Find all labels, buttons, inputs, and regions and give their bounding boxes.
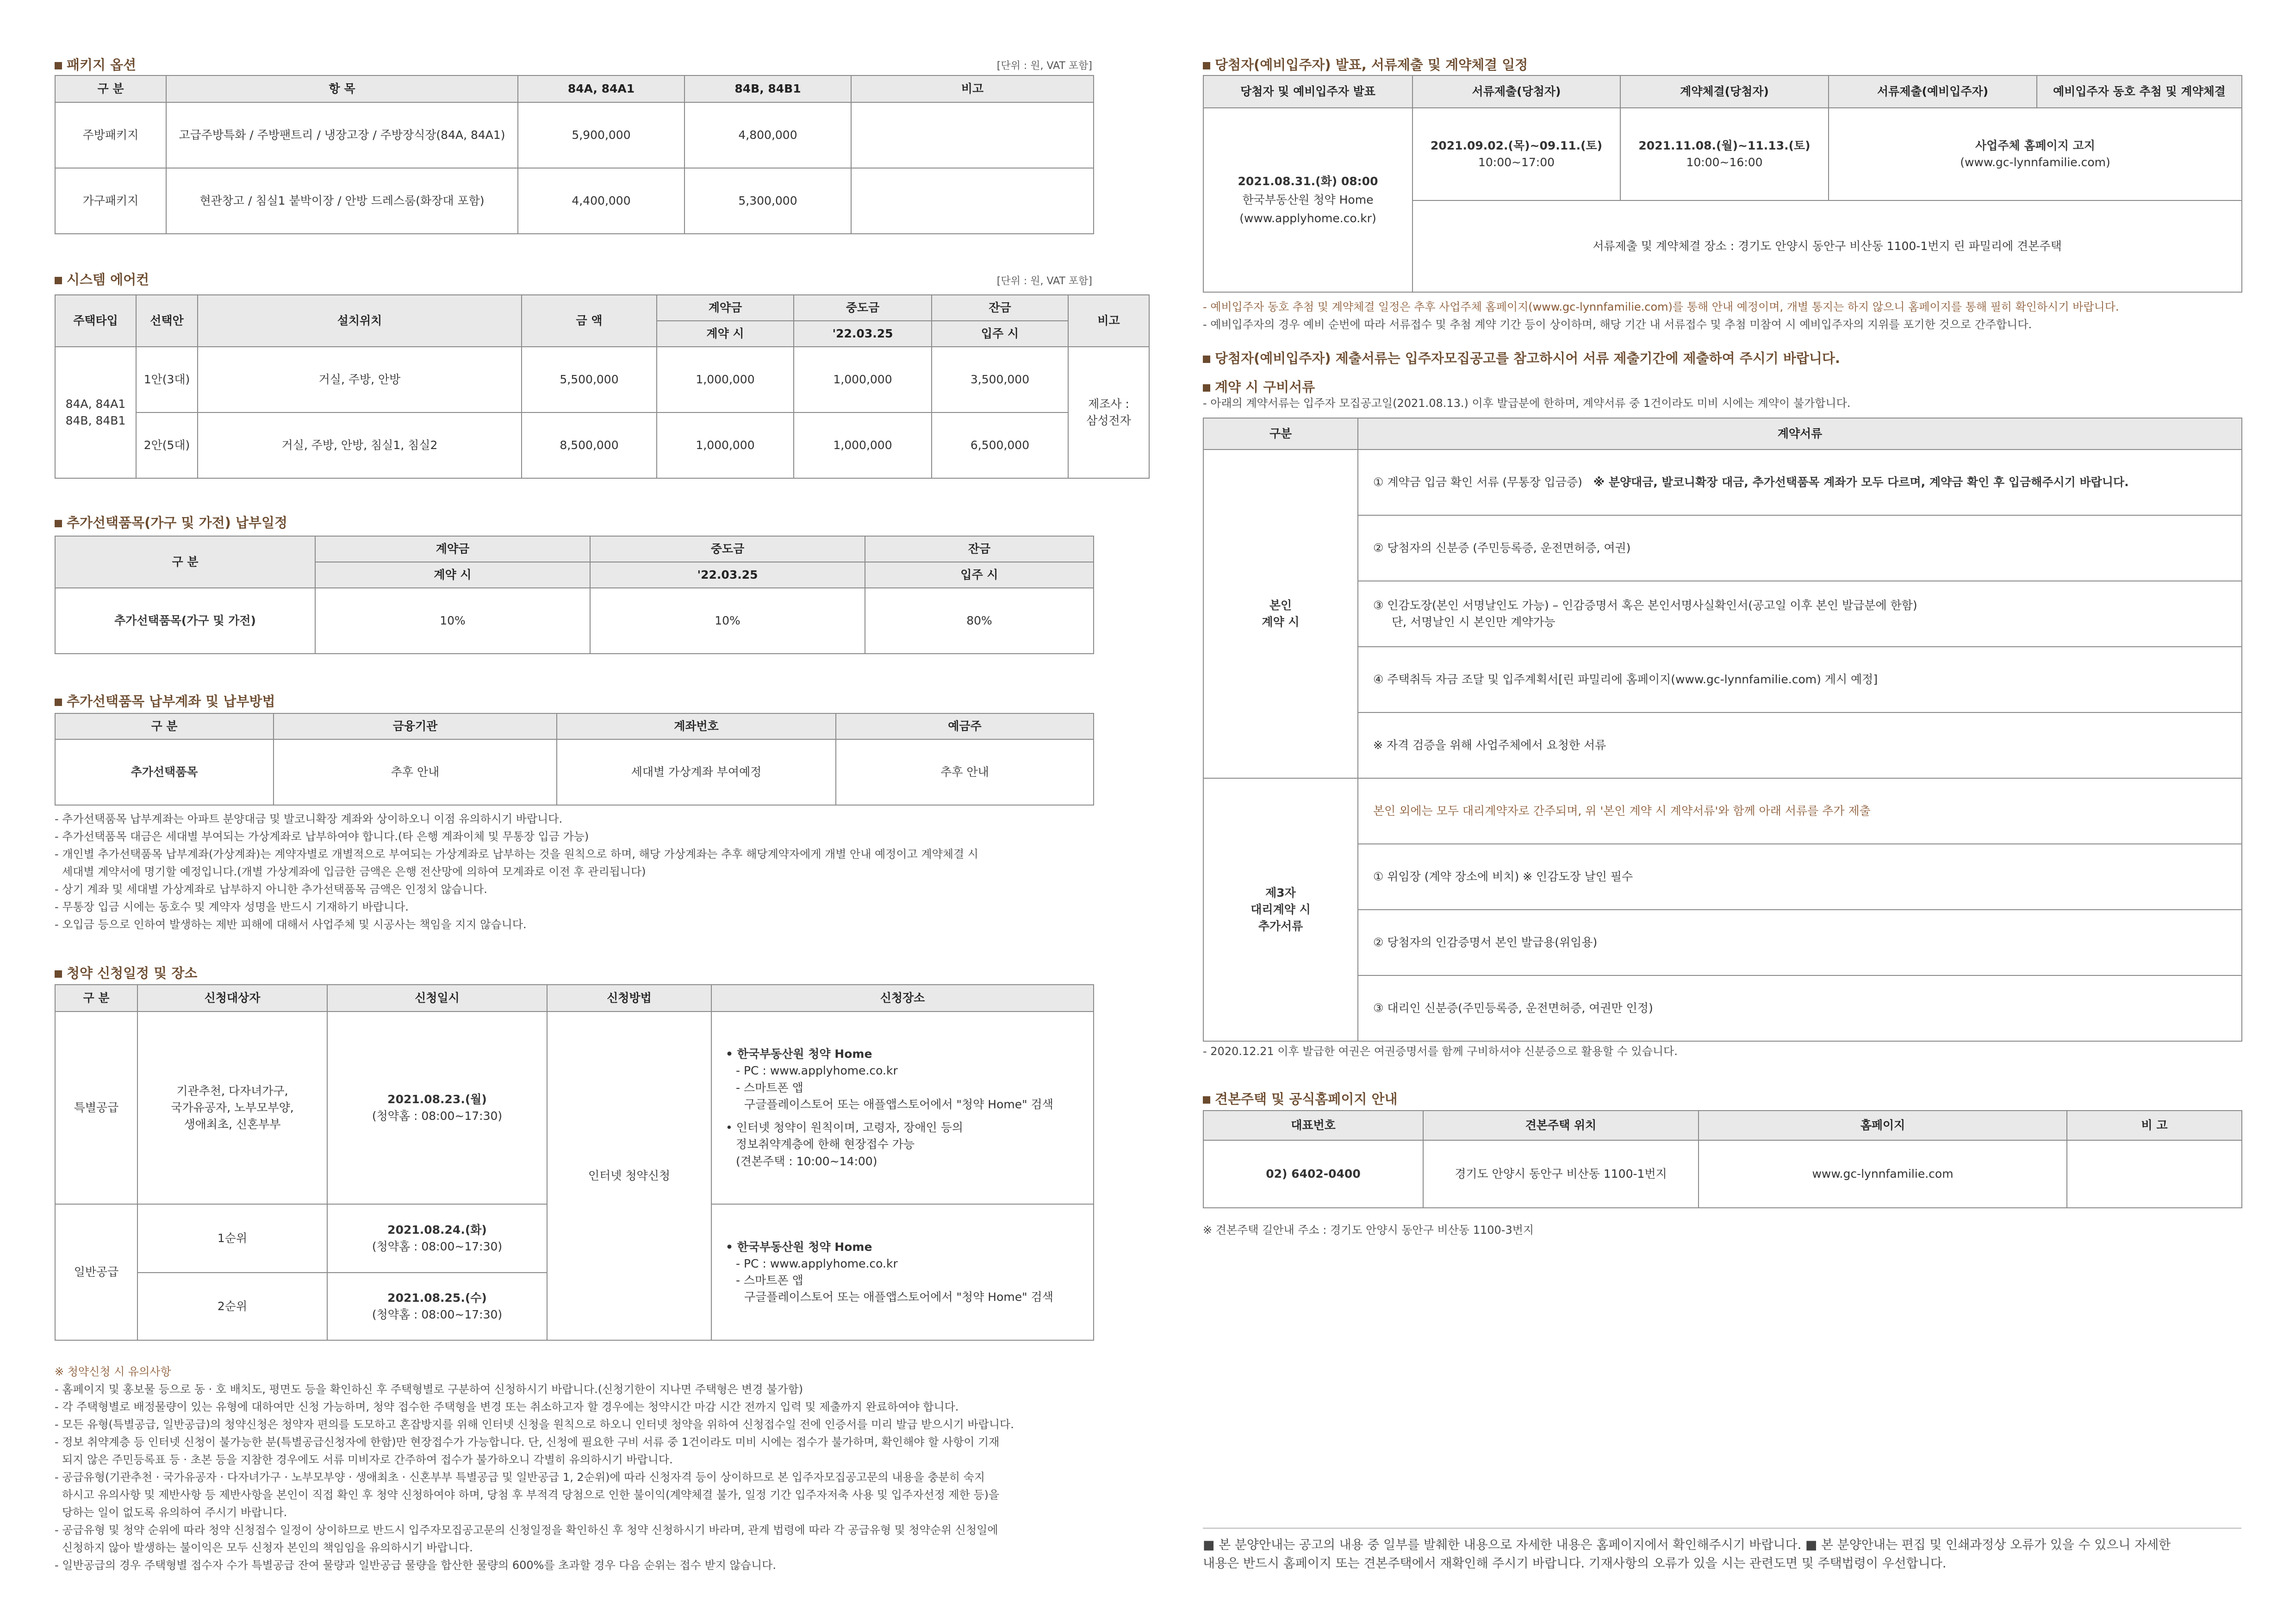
model-house-note: ※ 견본주택 길안내 주소 : 경기도 안양시 동안구 비산동 1100-3번지 [1203,1224,1534,1237]
winner-table: 당첨자 및 예비입주자 발표 서류제출(당첨자) 계약체결(당첨자) 서류제출(예비입주자) 예비입주자 동호 추첨 및 계약체결 2021.08.31.(화) 08:00 한국부동산원 청약 Home (www.applyhome.co.kr) 2021.09.02.(목)~09.11.(토) 10:00~17:00 2021.11.08.(월)~11.13.(토) 10:00~16:00 사업주체 홈페이지 고지 (www.gc-lynnfamilie.com) 서류제출 및 계약체결 장소 : 경기도 안양시 동안구 비산동 1100-1번지 린 파밀리에 견본주택 [1203,75,2242,293]
col-header: 항 목 [166,75,518,102]
apply-table: 구 분 신청대상자 신청일시 신청방법 신청장소 특별공급 기관추천, 다자녀가구, 국가유공자, 노부모부양, 생애최초, 신혼부부 2021.08.23.(월) (청약홈 : 08:00~17:30) 인터넷 청약신청 • 한국부동산원 청약 Home - PC : www.applyhome.co.kr - 스마트폰 앱 구글플레이스토어 또는 애플앱스토어에서 "청약 Home" 검색 • 인터넷 청약이 원칙이며, 고령자, 장애인 등의 정보취약계층에 한해 현장접수 가능 (견본주택 : 10:00~14:00) 일반공급 1순위 2021.08.24.(화) (청약홈 : 08:00~17:30) • 한국부동산원 청약 Home - PC : www.applyhome.co.kr - 스마트폰 앱 구글플레이스토어 또는 애플앱스토어에서 "청약 Home" 검색 2순위 2021.08.25.(수) (청약홈 : 08:00~17:30) [55,984,1094,1341]
model-house-table: 대표번호 견본주택 위치 홈페이지 비 고 02) 6402-0400 경기도 안양시 동안구 비산동 1100-1번지 www.gc-lynnfamilie.com [1203,1110,2242,1208]
table-row: 가구패키지 현관창고 / 침실1 붙박이장 / 안방 드레스룸(화장대 포함) 4,400,000 5,300,000 [55,168,1094,234]
aircon-table: 주택타입 선택안 설치위치 금 액 계약금 중도금 잔금 비고 계약 시 '22.03.25 입주 시 84A, 84A1 84B, 84B1 1안(3대) 거실, 주방, 안방 5,500,000 1,000,000 1,000,000 3,500,000 제조사 : 삼성전자 2안(5대) 거실, 주방, 안방, 침실1, 침실2 8,500,000 1,000,000 1,000,000 6,500,000 [55,294,1150,479]
contract-docs-foot: - 2020.12.21 이후 발급한 여권은 여권증명서를 함께 구비하셔야 신분증으로 활용할 수 있습니다. [1203,1045,1678,1058]
table-row: 특별공급 기관추천, 다자녀가구, 국가유공자, 노부모부양, 생애최초, 신혼부부 2021.08.23.(월) (청약홈 : 08:00~17:30) 인터넷 청약신청 • 한국부동산원 청약 Home - PC : www.applyhome.co.kr - 스마트폰 앱 구글플레이스토어 또는 애플앱스토어에서 "청약 Home" 검색 • 인터넷 청약이 원칙이며, 고령자, 장애인 등의 정보취약계층에 한해 현장접수 가능 (견본주택 : 10:00~14:00) [55,1012,1094,1204]
aircon-section-title: 시스템 에어컨 [55,269,149,288]
contract-docs-table: 구분 계약서류 본인 계약 시 ① 계약금 입금 확인 서류 (무통장 입금증) ※ 분양대금, 발코니확장 대금, 추가선택품목 계좌가 모두 다르며, 계약금 확인 후 입금해주시기 바랍니다. ② 당첨자의 신분증 (주민등록증, 운전면허증, 여권) ③ 인감도장(본인 서명날인도 가능) – 인감증명서 혹은 본인서명사실확인서(공고일 이후 본인 발급분에 한함) 단, 서명날인 시 본인만 계약가능 ④ 주택취득 자금 조달 및 입주계획서[린 파밀리에 홈페이지(www.gc-lynnfamilie.com) 게시 예정] ※ 자격 검증을 위해 사업주체에서 요청한 서류 제3자 대리계약 시 추가서류 본인 외에는 모두 대리계약자로 간주되며, 위 '본인 계약 시 계약서류'와 함께 아래 서류를 추가 제출 ① 위임장 (계약 장소에 비치) ※ 인감도장 날인 필수 ② 당첨자의 인감증명서 본인 발급용(위임용) ③ 대리인 신분증(주민등록증, 운전면허증, 여권만 인정) [1203,418,2242,1042]
table-row: 2021.08.31.(화) 08:00 한국부동산원 청약 Home (www.applyhome.co.kr) 2021.09.02.(목)~09.11.(토) 10:00~17:00 2021.11.08.(월)~11.13.(토) 10:00~16:00 사업주체 홈페이지 고지 (www.gc-lynnfamilie.com) [1203,108,2242,200]
contract-docs-intro: - 아래의 계약서류는 입주자 모집공고일(2021.08.13.) 이후 발급분에 한하며, 계약서류 중 1건이라도 미비 시에는 계약이 불가합니다. [1203,397,1851,410]
package-unit: [단위 : 원, VAT 포함] [996,60,1092,72]
col-header: 84B, 84B1 [684,75,851,102]
table-row: ④ 주택취득 자금 조달 및 입주계획서[린 파밀리에 홈페이지(www.gc-lynnfamilie.com) 게시 예정] [1203,647,2242,712]
table-row: ③ 대리인 신분증(주민등록증, 운전면허증, 여권만 인정) [1203,975,2242,1041]
footer-notice: ■ 본 분양안내는 공고의 내용 중 일부를 발췌한 내용으로 자세한 내용은 홈페이지에서 확인해주시기 바랍니다. ■ 본 분양안내는 편집 및 인쇄과정상 오류가 있을 수 있으니 자세한 내용은 반드시 홈페이지 또는 견본주택에서 재확인해 주시기 바랍니다. 기재사항의 오류가 있을 시는 관련도면 및 주택법령이 우선합니다. [1203,1538,2171,1571]
table-row: 일반공급 1순위 2021.08.24.(화) (청약홈 : 08:00~17:30) • 한국부동산원 청약 Home - PC : www.applyhome.co.kr - 스마트폰 앱 구글플레이스토어 또는 애플앱스토어에서 "청약 Home" 검색 [55,1204,1094,1273]
table-row: 서류제출 및 계약체결 장소 : 경기도 안양시 동안구 비산동 1100-1번지 린 파밀리에 견본주택 [1203,200,2242,292]
table-row: ① 위임장 (계약 장소에 비치) ※ 인감도장 날인 필수 [1203,844,2242,910]
col-header: 구 분 [55,75,166,102]
extra-schedule-title: 추가선택품목(가구 및 가전) 납부일정 [55,512,287,531]
table-row: 본인 계약 시 ① 계약금 입금 확인 서류 (무통장 입금증) ※ 분양대금, 발코니확장 대금, 추가선택품목 계좌가 모두 다르며, 계약금 확인 후 입금해주시기 바랍니다. [1203,450,2242,515]
table-row: 주방패키지 고급주방특화 / 주방팬트리 / 냉장고장 / 주방장식장(84A, 84A1) 5,900,000 4,800,000 [55,102,1094,168]
winner-docs-notice: 당첨자(예비입주자) 제출서류는 입주자모집공고를 참고하시어 서류 제출기간에 제출하여 주시기 바랍니다. [1203,348,1840,367]
package-table [55,75,1094,234]
aircon-unit: [단위 : 원, VAT 포함] [996,275,1092,287]
package-section-title: 패키지 옵션 [55,55,136,74]
winner-notes: - 예비입주자 동호 추첨 및 계약체결 일정은 추후 사업주체 홈페이지(www.gc-lynnfamilie.com)를 통해 안내 예정이며, 개별 통지는 하지 않으니 홈페이지를 통해 필히 확인하시기 바랍니다. - 예비입주자의 경우 예비 순번에 따라 서류접수 및 추첨 계약 기간 등이 상이하며, 해당 기간 내 서류접수 및 추첨 미참여 시 예비입주자의 지위를 포기한 것으로 간주합니다. [1203,300,2119,331]
table-row: ② 당첨자의 인감증명서 본인 발급용(위임용) [1203,910,2242,975]
extra-account-title: 추가선택품목 납부계좌 및 납부방법 [55,691,275,710]
extra-schedule-table: 구 분 계약금 중도금 잔금 계약 시 '22.03.25 입주 시 추가선택품목(가구 및 가전) 10% 10% 80% [55,536,1094,654]
table-row: 84A, 84A1 84B, 84B1 1안(3대) 거실, 주방, 안방 5,500,000 1,000,000 1,000,000 3,500,000 제조사 : 삼성전자 [55,347,1149,412]
apply-section-title: 청약 신청일정 및 장소 [55,963,197,982]
contract-docs-title: 계약 시 구비서류 [1203,377,1315,396]
table-row: 2안(5대) 거실, 주방, 안방, 침실1, 침실2 8,500,000 1,000,000 1,000,000 6,500,000 [55,412,1149,478]
table-row: ※ 자격 검증을 위해 사업주체에서 요청한 서류 [1203,712,2242,778]
winner-section-title: 당첨자(예비입주자) 발표, 서류제출 및 계약체결 일정 [1203,55,1528,74]
table-row: ③ 인감도장(본인 서명날인도 가능) – 인감증명서 혹은 본인서명사실확인서(공고일 이후 본인 발급분에 한함) 단, 서명날인 시 본인만 계약가능 [1203,581,2242,647]
footer-divider [1203,1528,2241,1529]
extra-account-table: 구 분 금융기관 계좌번호 예금주 추가선택품목 추후 안내 세대별 가상계좌 부여예정 추후 안내 [55,713,1094,806]
homepage-link[interactable]: www.gc-lynnfamilie.com [1699,1140,2067,1208]
table-row: ② 당첨자의 신분증 (주민등록증, 운전면허증, 여권) [1203,515,2242,581]
table-row: 추가선택품목 추후 안내 세대별 가상계좌 부여예정 추후 안내 [55,739,1094,805]
col-header: 비고 [851,75,1094,102]
col-header: 84A, 84A1 [518,75,684,102]
table-row: 02) 6402-0400 경기도 안양시 동안구 비산동 1100-1번지 www.gc-lynnfamilie.com [1203,1140,2242,1208]
extra-account-notes: - 추가선택품목 납부계좌는 아파트 분양대금 및 발코니확장 계좌와 상이하오니 이점 유의하시기 바랍니다. - 추가선택품목 대금은 세대별 부여되는 가상계좌로 납부하여야 합니다.(타 은행 계좌이체 및 무통장 입금 가능) - 개인별 추가선택품목 납부계좌(가상계좌)는 계약자별로 개별적으로 부여되는 가상계좌로 납부하는 것을 원칙으로 하며, 해당 가상계좌는 추후 해당계약자에게 개별 안내 예정이고 계약체결 시 세대별 계약서에 명기할 예정입니다.(개별 가상계좌에 입금한 금액은 은행 전산망에 의하여 모계좌로 이전 후 관리됩니다) - 상기 계좌 및 세대별 가상계좌로 납부하지 아니한 추가선택품목 금액은 인정치 않습니다. - 무통장 입금 시에는 동호수 및 계약자 성명을 반드시 기재하기 바랍니다. - 오입금 등으로 인하여 발생하는 제반 피해에 대해서 사업주체 및 시공사는 책임을 지지 않습니다. [55,812,978,931]
model-house-title: 견본주택 및 공식홈페이지 안내 [1203,1089,1397,1108]
table-row: 2순위 2021.08.25.(수) (청약홈 : 08:00~17:30) [55,1273,1094,1340]
apply-cautions: ※ 청약신청 시 유의사항 - 홈페이지 및 홍보물 등으로 동 · 호 배치도, 평면도 등을 확인하신 후 주택형별로 구분하여 신청하시기 바랍니다.(신청기한이 지나면 주택형은 변경 불가함) - 각 주택형별로 배정물량이 있는 유형에 대하여만 신청 가능하며, 청약 접수한 주택형을 변경 또는 취소하고자 할 경우에는 청약시간 마감 시간 전까지 입력 및 제출까지 완료하여야 합니다. - 모든 유형(특별공급, 일반공급)의 청약신청은 청약자 편의를 도모하고 혼잡방지를 위해 인터넷 신청을 원칙으로 하오니 인터넷 청약을 위하여 신청접수일 전에 인증서를 미리 발급 받으시기 바랍니다. - 정보 취약계층 등 인터넷 신청이 불가능한 분(특별공급신청자에 한함)만 현장접수가 가능합니다. 단, 신청에 필요한 구비 서류 중 1건이라도 미비 시에는 접수가 불가하며, 확인해야 할 사항이 기재 되지 않은 주민등록표 등 · 초본 등을 지참한 경우에도 서류 미비자로 간주하여 접수가 불가하오니 각별히 유의하시기 바랍니다. - 공급유형(기관추천 · 국가유공자 · 다자녀가구 · 노부모부양 · 생애최초 · 신혼부부 특별공급 및 일반공급 1, 2순위)에 따라 신청자격 등이 상이하므로 본 입주자모집공고문의 내용을 충분히 숙지 하시고 유의사항 및 제반사항 등 제반사항을 본인이 직접 확인 후 청약 신청하여야 하며, 당첨 후 부적격 당첨으로 인한 불이익(계약체결 불가, 일정 기간 입주자저축 사용 및 입주자선정 제한 등)을 당하는 일이 없도록 유의하여 주시기 바랍니다. - 공급유형 및 청약 순위에 따라 청약 신청접수 일정이 상이하므로 반드시 입주자모집공고문의 신청일정을 확인하신 후 청약 신청하시기 바라며, 관계 법령에 따라 각 공급유형 및 청약순위 신청일에 신청하지 않아 발생하는 불이익은 모두 신청자 본인의 책임임을 유의하시기 바랍니다. - 일반공급의 경우 주택형별 접수자 수가 특별공급 잔여 물량과 일반공급 물량을 합산한 물량의 600%를 초과할 경우 다음 순위는 접수 받지 않습니다. [55,1365,1014,1572]
table-row: 제3자 대리계약 시 추가서류 본인 외에는 모두 대리계약자로 간주되며, 위 '본인 계약 시 계약서류'와 함께 아래 서류를 추가 제출 [1203,778,2242,844]
table-row: 추가선택품목(가구 및 가전) 10% 10% 80% [55,588,1094,654]
phone-number: 02) 6402-0400 [1203,1140,1423,1208]
